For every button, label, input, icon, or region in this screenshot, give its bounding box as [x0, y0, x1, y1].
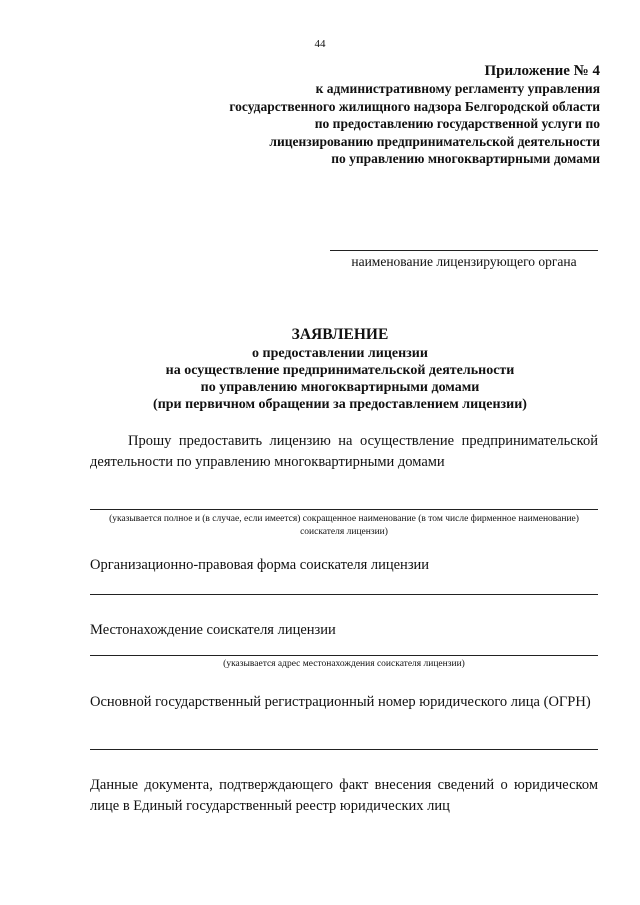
licensing-authority-caption: наименование лицензирующего органа	[351, 254, 577, 269]
heading-line: (при первичном обращении за предоставлением лицензии)	[153, 397, 527, 412]
licensing-authority-field[interactable]	[330, 250, 598, 270]
appendix-line: государственного жилищного надзора Белгородской области	[229, 98, 600, 114]
appendix-line: лицензированию предпринимательской деятельности	[269, 133, 600, 149]
egrul-label: Данные документа, подтверждающего факт внесения сведений о юридическом лице в Единый государственный реестр юридических лиц	[90, 777, 598, 814]
page-number: 44	[314, 38, 326, 50]
application-title: ЗАЯВЛЕНИЕ	[291, 326, 389, 343]
location-line[interactable]	[90, 655, 598, 656]
heading-line: по управлению многоквартирными домами	[200, 380, 480, 395]
appendix-line: к административному регламенту управления	[315, 81, 600, 96]
heading-line: на осуществление предпринимательской деятельности	[165, 363, 515, 378]
applicant-name-note: (указывается полное и (в случае, если имеется) сокращенное наименование (в том числе фирменное наименование) соискателя лицензии)	[109, 514, 579, 537]
appendix-header	[80, 62, 600, 168]
request-paragraph: Прошу предоставить лицензию на осуществление предпринимательской деятельности по управлению многоквартирными домами	[90, 433, 598, 470]
location-note: (указывается адрес местонахождения соискателя лицензии)	[223, 659, 465, 669]
application-heading	[60, 325, 620, 413]
appendix-title: Приложение № 4	[484, 63, 600, 79]
org-form-line[interactable]	[90, 594, 598, 595]
ogrn-label: Основной государственный регистрационный номер юридического лица (ОГРН)	[90, 694, 591, 710]
ogrn-line[interactable]	[90, 749, 598, 750]
heading-line: о предоставлении лицензии	[252, 346, 428, 361]
applicant-name-line[interactable]	[90, 509, 598, 510]
org-form-label: Организационно-правовая форма соискателя лицензии	[90, 557, 430, 573]
appendix-line: по управлению многоквартирными домами	[331, 151, 600, 166]
appendix-line: по предоставлению государственной услуги по	[314, 116, 600, 131]
location-label: Местонахождение соискателя лицензии	[90, 622, 336, 638]
